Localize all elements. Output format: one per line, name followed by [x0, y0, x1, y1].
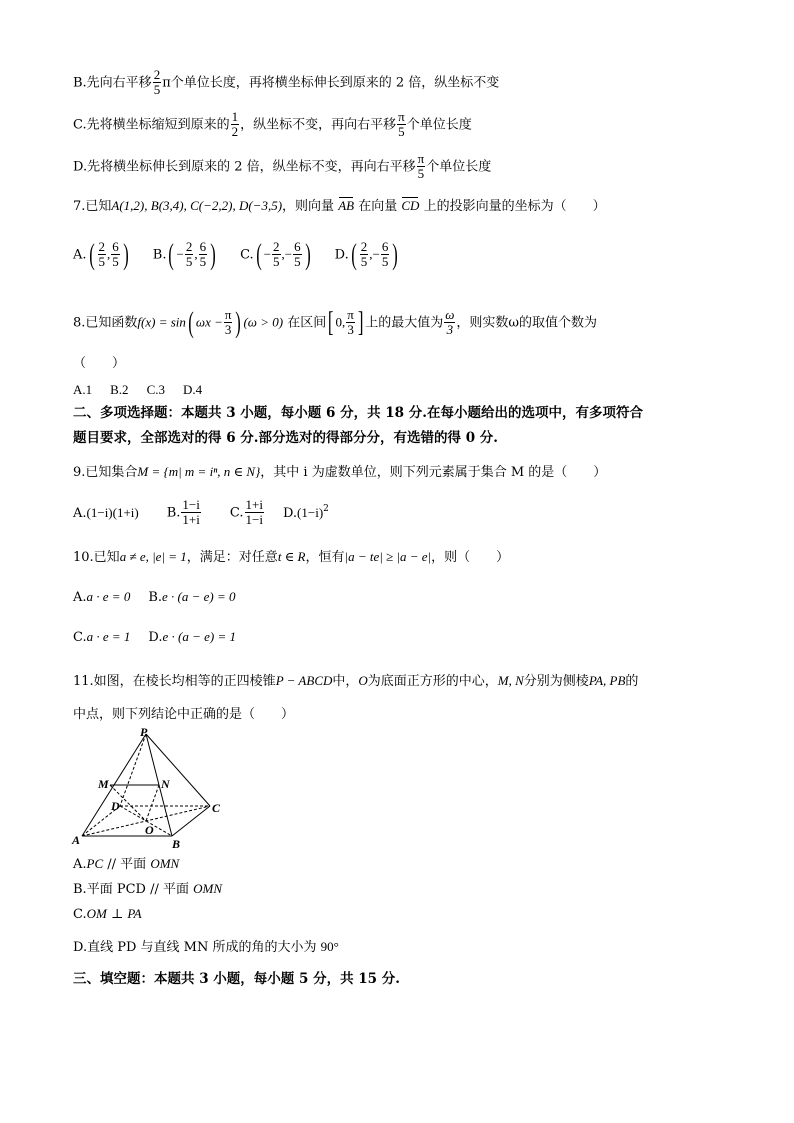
- label-c: C: [212, 801, 221, 815]
- section2-line1: 二、多项选择题：本题共 3 小题，每小题 6 分，共 18 分.在每小题给出的选项中，有多项符合: [73, 405, 643, 421]
- q8-cond: (ω > 0): [243, 314, 284, 330]
- q6-b-frac: $\frac{2}{5}$: [153, 67, 161, 98]
- q6-b-text: π个单位长度，再将横坐标伸长到原来的 2 倍，纵坐标不变: [162, 75, 500, 91]
- q10-options-row2: [73, 630, 254, 644]
- q10-t-cond: t ∈ R: [277, 549, 306, 564]
- q8-interval-text: 在区间: [287, 315, 327, 331]
- q10-inequality: |a − te| ≥ |a − e|: [344, 549, 432, 564]
- q8-func: f(x) = sin: [137, 314, 186, 330]
- q10-options-row1: [73, 590, 254, 604]
- q7-points: A(1,2), B(3,4), C(−2,2), D(−3,5): [111, 198, 283, 213]
- q7-option-b: B.( − $\frac{2}{5}$ , $\frac{6}{5}$ ): [152, 238, 216, 272]
- q7-options: [73, 240, 422, 270]
- q10-stem: [73, 550, 509, 564]
- q10-suffix: ，则（ ）: [431, 550, 510, 565]
- q11-mid3: 分别为侧棱: [523, 674, 589, 689]
- q7-option-c: C.( − $\frac{2}{5}$ ,− $\frac{6}{5}$ ): [240, 238, 311, 272]
- q6-c-suffix: 个单位长度: [406, 117, 472, 133]
- q11-prefix: 11.如图，在棱长均相等的正四棱锥: [73, 674, 276, 689]
- label-p: P: [140, 725, 148, 739]
- label-n: N: [161, 777, 170, 791]
- q8-options: [73, 383, 220, 397]
- q7-vector-ab: AB: [338, 198, 355, 213]
- q9-option-d: $D.(1-i)^2$: [282, 503, 329, 521]
- q8-stem: 8.已知函数f(x) = sin( ωx − $\frac{\pi}{3}$ ) (ω > 0) 在区间[ 0, $\frac{\pi}{3}$ ] 上的最大值为 $\frac{\omega}{3}$ ，则实数ω的取值个数为: [73, 306, 598, 340]
- q7-suffix: 上的投影向量的坐标为（ ）: [423, 199, 606, 214]
- q6-c-mid: ，纵坐标不变，再向右平移: [240, 117, 397, 133]
- q9-prefix: 9.已知集合: [73, 465, 138, 480]
- q11-o: O: [358, 673, 368, 688]
- q10-option-a: A.a · e = 0: [73, 589, 131, 605]
- section3-heading: 三、填空题：本题共 3 小题，每小题 5 分，共 15 分.: [73, 971, 400, 987]
- q9-suffix: ，其中 i 为虚数单位，则下列元素属于集合 M 的是（ ）: [260, 465, 607, 480]
- label-b: B: [172, 837, 181, 851]
- q10-option-b: B.e · (a − e) = 0: [148, 589, 236, 605]
- q8-paren: （ ）: [73, 356, 126, 371]
- q11-mid2: 为底面正方形的中心，: [367, 674, 498, 689]
- segment-no: [146, 785, 159, 821]
- q10-option-c: C.a · e = 1: [73, 629, 131, 645]
- q6-c-prefix: C.先将横坐标缩短到原来的: [73, 117, 230, 133]
- label-o: O: [145, 823, 154, 837]
- q7-option-a: A.( $\frac{2}{5}$ , $\frac{6}{5}$ ): [73, 238, 129, 272]
- q11-pyramid: P − ABCD: [275, 673, 333, 688]
- q8-arg: ωx −: [195, 314, 223, 330]
- q11-option-d: D.直线 PD 与直线 MN 所成的角的大小为 90°: [73, 939, 339, 955]
- label-m: M: [98, 777, 109, 791]
- q9-stem: [73, 465, 606, 479]
- q7-prefix: 7.已知: [73, 199, 112, 214]
- q8-pi-over-3: $\frac{\pi}{3}$: [224, 307, 232, 338]
- q8-option-d: D.4: [182, 382, 203, 397]
- q6-d-frac: $\frac{\pi}{5}$: [417, 151, 425, 182]
- q11-mid: 中，: [332, 674, 359, 689]
- q7-option-d: D.( $\frac{2}{5}$ ,− $\frac{6}{5}$ ): [334, 238, 399, 272]
- q10-mid2: ，恒有: [305, 550, 345, 565]
- q8-omega-over-3: $\frac{\omega}{3}$: [445, 307, 455, 338]
- q6-c-frac1: $\frac{1}{2}$: [231, 109, 239, 140]
- q9-option-c: C. $\frac{1+i}{1-i}$: [229, 497, 263, 528]
- q11-papb: PA, PB: [588, 673, 626, 688]
- q11-mn: M, N: [497, 673, 524, 688]
- q11-option-c: C.OM ⊥ PA: [73, 906, 142, 922]
- q7-stem: [73, 199, 606, 213]
- q11-stem-line1: [73, 674, 638, 688]
- q9-set: M = {m| m = iⁿ, n ∈ N}: [137, 464, 261, 479]
- q8-prefix: 8.已知函数: [73, 315, 138, 331]
- q11-suffix: 的: [625, 674, 639, 689]
- q6-c-frac2: $\frac{\pi}{5}$: [398, 109, 405, 140]
- q6-option-b: [73, 68, 499, 98]
- q8-option-b: B.2: [110, 382, 129, 397]
- label-d: D: [111, 799, 120, 813]
- q8-mid: 上的最大值为: [365, 315, 444, 331]
- q11-option-a: A.PC // 平面 OMN: [73, 856, 180, 872]
- q9-options: [73, 498, 347, 528]
- q7-mid2: 在向量: [358, 199, 398, 214]
- q10-prefix: 10.已知: [73, 550, 120, 565]
- label-a: A: [72, 833, 81, 847]
- q7-vector-cd: CD: [401, 198, 420, 213]
- q6-d-prefix: D.先将横坐标伸长到原来的 2 倍，纵坐标不变，再向右平移: [73, 159, 416, 175]
- q9-option-b: B. $\frac{1-i}{1+i}$: [166, 497, 200, 528]
- q9-option-a: A.(1−i)(1+i): [73, 504, 139, 521]
- q8-suffix: ，则实数ω的取值个数为: [456, 315, 598, 331]
- q6-option-d: [73, 152, 491, 182]
- q8-interval-right: $\frac{\pi}{3}$: [347, 307, 354, 338]
- q8-option-c: C.3: [146, 382, 165, 397]
- section2-line2: 题目要求，全部选对的得 6 分.部分选对的得部分分，有选错的得 0 分.: [73, 430, 498, 446]
- q6-option-c: [73, 110, 472, 140]
- q7-mid: ，则向量: [282, 199, 335, 214]
- q11-stem-line2: 中点，则下列结论中正确的是（ ）: [73, 707, 295, 722]
- q10-cond: a ≠ e, |e| = 1: [119, 549, 187, 564]
- pyramid-figure: [70, 724, 230, 854]
- q11-option-b: B.平面 PCD // 平面 OMN: [73, 881, 222, 897]
- q6-d-suffix: 个单位长度: [426, 159, 492, 175]
- q10-mid: ，满足：对任意: [186, 550, 278, 565]
- q8-option-a: A.1: [73, 382, 93, 397]
- q10-option-d: D.e · (a − e) = 1: [148, 629, 237, 645]
- q8-interval-left: 0,: [335, 314, 346, 330]
- q6-b-prefix: B.先向右平移: [73, 75, 152, 91]
